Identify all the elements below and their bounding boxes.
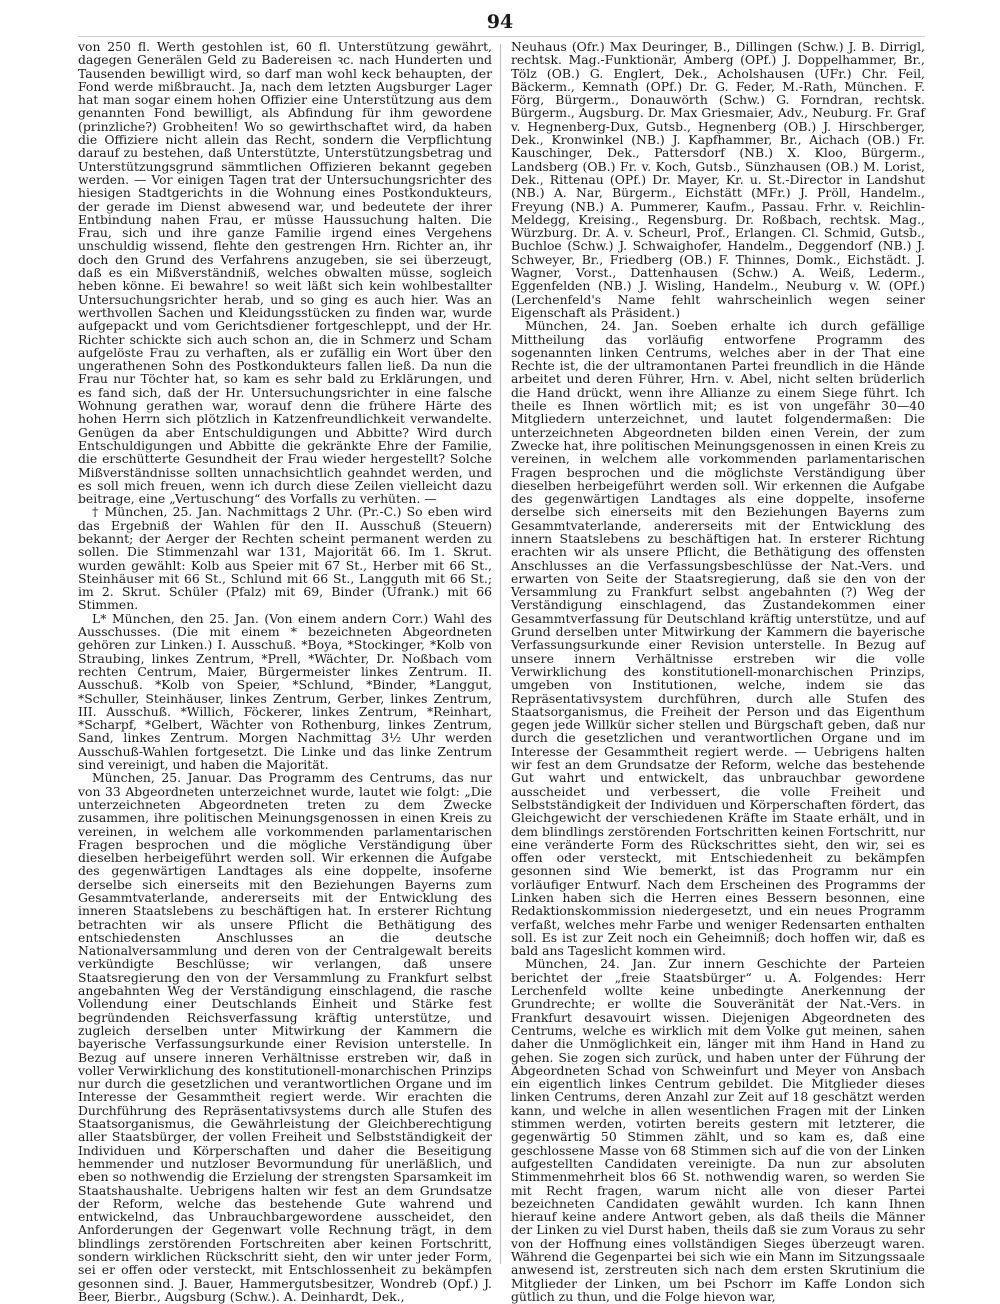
column-divider — [500, 44, 501, 1264]
article-paragraph: München, 25. Januar. Das Programm des Centrums, das nur von 33 Abgeordneten unterzeichnet wurde, lautet wie folgt: „Die unterzeichneten Abgeordneten treten zu dem Zwecke zusammen, ihre politischen Meinungsgenossen in einen Kreis zu vereinen, in welchem alle vorkommenden parlamentarischen Fragen besprochen und die mögliche Verständigung über dieselben herbeigeführt werden soll. Wir erkennen die Aufgabe des gegenwärtigen Landtages als eine doppelte, insoferne derselbe sich einerseits mit den Beziehungen Bayerns zum Gesammtvaterlande, andererseits mit der Entwicklung des inneren Staatslebens zu beschäftigen hat. In ersterer Richtung betrachten wir als unsere Pflicht die Bethätigung des entschiedensten Anschlusses an die deutsche Nationalversammlung und deren von der Centralgewalt bereits verkündigte Beschlüsse; wir verlangen, daß unsere Staatsregierung den von der Versammlung zu Frankfurt selbst angebahnten Weg der Verständigung einschlagend, die rasche Vollendung einer Deutschlands Einheit und Stärke fest begründenden Reichsverfassung kräftig unterstütze, und zugleich derselben unter Mitwirkung der Kammern die bayerische Verfassungsurkunde einer Revision unterstelle. In Bezug auf unsere inneren Verhältnisse erstreben wir, daß in voller Verwirklichung des konstitutionell-monarchischen Prinzips nur durch die gesetzlichen und verantwortlichen Organe und im Interesse der Gesammtheit regiert werde. Wir erachten die Durchführung des Repräsentativsystems durch alle Stufen des Staatsorganismus, die Gewährleistung der Gleichberechtigung aller Staatsbürger, der vollen Freiheit und Selbstständigkeit der Individuen und Körperschaften und daher die Beseitigung hemmender und nutzloser Bevormundung für unerläßlich, und eben so nothwendig die Erzielung der strengsten Sparsamkeit im Staatshaushalte. Uebrigens halten wir fest an dem Grundsatze der Reform, welche das bestehende Gute wahrend und entwickelnd, das Unbrauchbargewordene ausscheidet, den Anforderungen der Gegenwart volle Rechnung trägt, in dem blindlings zerstörenden Fortschreiten aber keinen Fortschritt, sondern wirklichen Rückschritt sieht, den wir unter jeder Form, sei er offen oder versteckt, mit Entschlossenheit zu bekämpfen gesonnen sind. J. Bauer, Hammergutsbesitzer, Wondreb (Opf.) J. Beer, Bierbr., Augsburg (Schw.). A. Deinhardt, Dek., — [78, 770, 492, 1304]
article-paragraph: München, 24. Jan. Soeben erhalte ich durch gefällige Mittheilung das vorläufig entworfene Programm des sogenannten linken Centrums, welches aber in der That eine Rechte ist, die der ultramontanen Partei freundlich in die Hände arbeitet und deren Führer, Hrn. v. Abel, nicht selten brüderlich die Hand drückt, wenn ihre Allianze zu einem Siege führt. Ich theile es Ihnen wörtlich mit; es ist von ungefähr 30—40 Mitgliedern unterzeichnet, und lautet folgendermaßen: Die unterzeichneten Abgeordneten bilden einen Verein, der zum Zwecke hat, ihre politischen Meinungsgenossen in einen Kreis zu vereinen, in welchem alle vorkommenden parlamentarischen Fragen besprochen und die möglichste Verständigung über dieselben herbeigeführt werden soll. Wir erkennen die Aufgabe des gegenwärtigen Landtages als eine doppelte, insoferne derselbe sich einerseits mit den Beziehungen Bayerns zum Gesammtvaterlande, andererseits mit der Entwicklung des innern Staatslebens zu beschäftigen hat. In ersterer Richtung erachten wir als unsere Pflicht, die Bethätigung des offensten Anschlusses an die Verfassungsbeschlüsse der Nat.-Vers. und erwarten von Seite der Staatsregierung, daß sie den von der Versammlung zu Frankfurt selbst angebahnten (?) Weg der Verständigung einschlagend, das Zustandekommen einer Gesammtverfassung für Deutschland kräftig unterstütze, und auf Grund derselben unter Mitwirkung der Kammern die bayerische Verfassungsurkunde einer Revision unterstelle. In Bezug auf unsere innern Verhältnisse erstreben wir die volle Verwirklichung des konstitutionell-monarchischen Prinzips, umgeben von Institutionen, welche, indem sie das Repräsentativsystem durchführen, durch alle Stufen des Staatsorganismus, die Freiheit der Person und das Eigenthum gegen jede Willkür sicher stellen und Bürgschaft geben, daß nur durch die gesetzlichen und verantwortlichen Organe und im Interesse der Gesammtheit regiert werde. — Uebrigens halten wir fest an dem Grundsatze der Reform, welche das bestehende Gut wahrt und entwickelt, das unbrauchbar gewordene ausscheidet und verbessert, die volle Freiheit und Selbstständigkeit der Individuen und Körperschaften fördert, das Gleichgewicht der verschiedenen Kräfte im Staate erhält, und in dem blindlings zerstörenden Fortschritten keinen Fortschritt, nur eine veränderte Form des Rückschrittes sieht, den wir, sei es offen oder versteckt, mit Entschiedenheit zu bekämpfen gesonnen sind Wie bemerkt, ist das Programm nur ein vorläufiger Entwurf. Nach dem Erscheinen des Programms der Linken haben sich die Herren eines Bessern besonnen, eine Redaktionskommission niedergesetzt, und ein neues Programm verfaßt, welches mehr Farbe und weniger Redensarten enthalten soll. Es ist zur Zeit noch ein Geheimniß; doch hoffen wir, daß es bald ans Tageslicht kommen wird. — [511, 318, 925, 959]
article-paragraph: L* München, den 25. Jan. (Von einem andern Corr.) Wahl des Ausschusses. (Die mit einem * bezeichneten Abgeordneten gehören zur Linken.) I. Ausschuß. *Boya, *Stockinger, *Kolb von Straubing, linkes Zentrum, *Prell, *Wächter, Dr. Noßbach vom rechten Centrum, Maier, Bürgermeister linkes Zentrum. II. Ausschuß. *Kolb von Speier, *Schlund, *Binder, *Langgut, *Schuller, Steinhäuser, linkes Zentrum, Gerber, linkes Zentrum, III. Ausschuß. *Willich, Föckerer, linkes Zentrum, *Reinhart, *Scharpf, *Gelbert, Wächter von Rothenburg, linkes Zentrum, Sand, linkes Zentrum. Morgen Nachmittag 3½ Uhr werden Ausschuß-Wahlen fortgesetzt. Die Linke und das linke Zentrum sind vereinigt, und haben die Majorität. — [78, 610, 492, 773]
article-paragraph: von 250 fl. Werth gestohlen ist, 60 fl. Unterstützung gewährt, dagegen Generälen Geld zu Badereisen ꝛc. nach Hunderten und Tausenden bewilligt wird, so darf man wohl keck behaupten, der Fond werde mißbraucht. Ja, nach dem letzten Augsburger Lager hat man sogar einem hohen Offizier eine Unterstützung aus dem genannten Fond bewilligt, als Abfindung für ihm gewordene (prinzliche?) Grobheiten! Wo so gewirthschaftet wird, da haben die Offiziere nicht allein das Recht, sondern die Verpflichtung darauf zu bestehen, daß Unterstützte, Unterstützungsbetrag und Unterstützungsgrund sämmtlichen Offizieren bekannt gegeben werden. — Vor einigen Tagen trat der Untersuchungsrichter des hiesigen Stadtgerichts in die Wohnung eines Postkondukteurs, der gerade im Dienst abwesend war, und bedeutete der ihrer Entbindung nahen Frau, er müsse Haussuchung halten. Die Frau, sich und ihre ganze Familie irgend eines Vergehens unschuldig wissend, flehte den gestrengen Hrn. Richter an, ihr doch den Grund des Verfahrens anzugeben, sie sei überzeugt, daß es ein Mißverständniß, welches obwalten müsse, sogleich heben könne. Ei bewahre! so weit läßt sich kein wohlbestallter Untersuchungsrichter herab, und so ging es auch hier. Was an werthvollen Sachen und Kleidungsstücken zu finden war, wurde aufgepackt und vom Gerichtsdiener fortgeschleppt, und der Hr. Richter schickte sich auch schon an, die in Schmerz und Scham aufgelöste Frau zu verhaften, als er zufällig ein Wort über den ungerathenen Sohn des Postkondukteurs fallen ließ. Da nun die Frau nur Töchter hat, so kam es sehr bald zu Erklärungen, und es fand sich, daß der Hr. Untersuchungsrichter in eine falsche Wohnung gerathen war, worauf denn die frühere Härte des hohen Herrn sich plötzlich in Katzenfreundlichkeit verwandelte. Genügen da aber Entschuldigungen und Abbitte? Wird durch Entschuldigungen und Abbitte die gekränkte Ehre der Familie, die erschütterte Gesundheit der Frau wieder hergestellt? Solche Mißverständnisse sollten unnachsichtlich geahndet werden, und es soll mich freuen, wenn ich durch diese Zeilen vielleicht dazu beitrage, eine „Vertuschung“ des Vorfalls zu verhüten. — — [78, 39, 492, 507]
header-rule — [78, 36, 925, 37]
left-column — [78, 39, 492, 1304]
article-paragraph: Neuhaus (Ofr.) Max Deuringer, B., Dillingen (Schw.) J. B. Dirrigl, rechtsk. Mag.-Funktionär, Amberg (OPf.) J. Doppelhammer, Br., Tölz (OB.) G. Englert, Dek., Acholshausen (UFr.) Chr. Feil, Bäckerm., Kemnath (OPf.) Dr. G. Feder, M.-Rath, München. F. Förg, Bürgerm., Donauwörth (Schw.) G. Forndran, rechtsk. Bürgerm., Augsburg. Dr. Max Griesmaier, Adv., Neuburg. Fr. Graf v. Hegnenberg-Dux, Gutsb., Hegnenberg (OB.) J. Hirschberger, Dek., Kronwinkel (NB.) J. Kapfhammer, Br., Aichach (OB.) Fr. Kauschinger, Dek., Pattersdorf (NB.) X. Kloo, Bürgerm., Landsberg (OB.) Fr. v. Koch, Gutsb., Sünzhausen (OB.) M. Lorist, Dek., Rittenau (OPf.) Dr. Mayer, Kr. u. St.-Director in Landshut (NB.) A. Nar, Bürgerm., Eichstätt (MFr.) J. Pröll, Handelm., Freyung (NB.) A. Pummerer, Kaufm., Passau. Frhr. v. Reichlin-Meldegg, Kreising., Regensburg. Dr. Roßbach, rechtsk. Mag., Würzburg. Dr. A. v. Scheurl, Prof., Erlangen. Cl. Schmid, Gutsb., Buchloe (Schw.) J. Schwaighofer, Handelm., Deggendorf (NB.) J. Schweyer, Br., Friedberg (OB.) F. Thinnes, Domk., Eichstädt. J. Wagner, Vorst., Dattenhausen (Schw.) A. Weiß, Lederm., Eggenfelden (NB.) J. Wisling, Handelm., Neuburg v. W. (OPf.) (Lerchenfeld's Name fehlt wahrscheinlich wegen seiner Eigenschaft als Präsident.) — [511, 39, 925, 320]
right-column — [511, 39, 925, 1304]
page-number: 94 — [486, 11, 514, 33]
article-paragraph: München, 24. Jan. Zur innern Geschichte der Parteien berichtet der „freie Staatsbürger“ u. A. Folgendes: Herr Lerchenfeld wollte keine unbedingte Anerkennung der Grundrechte; er wollte die Souveränität der Nat.-Vers. in Frankfurt desavouirt wissen. Diejenigen Abgeordneten des Centrums, welche es wirklich mit dem Volke gut meinen, sahen daher die Unmöglichkeit ein, länger mit ihm Hand in Hand zu gehen. Sie zogen sich zurück, und haben unter der Führung der Abgeordneten Schad von Schweinfurt und Meyer von Ansbach ein eigentlich linkes Centrum gebildet. Die Mitglieder dieses linken Centrums, deren Anzahl zur Zeit auf 18 geschätzt werden kann, und welche in allen wesentlichen Fragen mit der Linken stimmen werden, votirten bereits gestern mit letzterer, die gegenwärtig 50 Stimmen zählt, und so kam es, daß eine geschlossene Masse von 68 Stimmen sich auf die von der Linken aufgestellten Candidaten vereinigte. Da nun zur absoluten Stimmenmehrheit blos 66 St. nothwendig waren, so werden Sie mit Recht fragen, warum nicht alle von dieser Partei bezeichneten Candidaten gewählt wurden. Ich kann Ihnen hierauf keine andere Antwort geben, als daß theils die Männer der Linken zu viel Durst haben, theils daß sie zum Voraus zu sehr von der Hoffnung eines vollständigen Sieges überzeugt waren. Während die Gegenpartei bei sich wie ein Mann im Sitzungssaale anwesend ist, zerstreuten sich nach dem ersten Skrutinium die Mitglieder der Linken, um bei Pschorr im Kaffe London sich gütlich zu thun, und die Folge hievon war, — [511, 956, 925, 1304]
article-paragraph: † München, 25. Jan. Nachmittags 2 Uhr. (Pr.-C.) So eben wird das Ergebniß der Wahlen für den II. Ausschuß (Steuern) bekannt; der Aerger der Rechten scheint permanent werden zu sollen. Die Stimmenzahl war 131, Majorität 66. Im 1. Skrut. wurden gewählt: Kolb aus Speier mit 67 St., Herber mit 66 St., Steinhäuser mit 66 St., Schlund mit 66 St., Langguth mit 66 St.; im 2. Skrut. Schüler (Pfalz) mit 69, Binder (Ufrank.) mit 66 Stimmen. — [78, 504, 492, 613]
